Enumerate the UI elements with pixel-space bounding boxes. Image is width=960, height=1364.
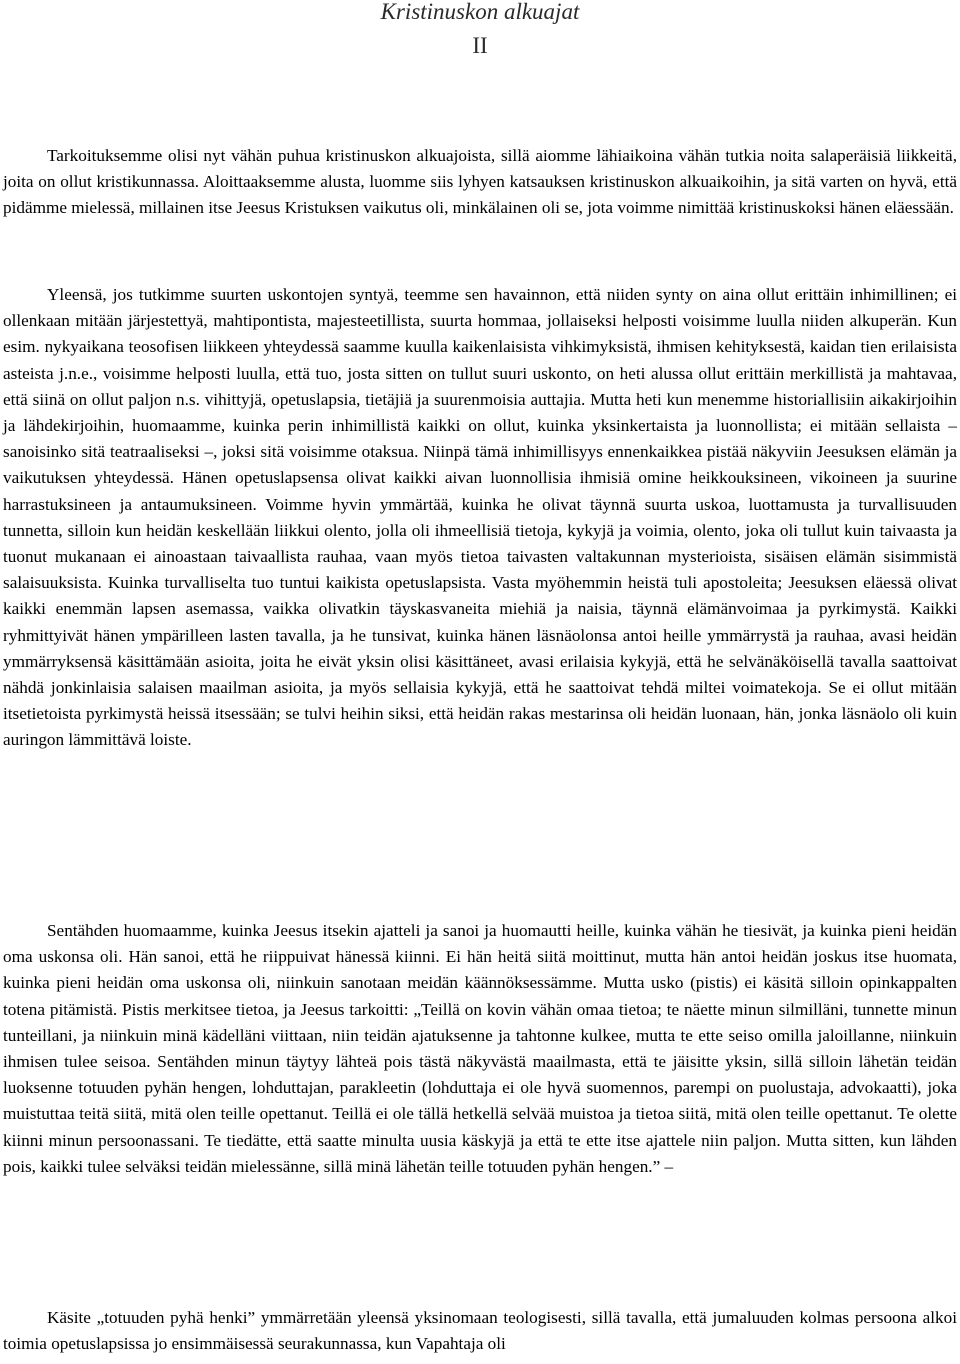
paragraph-pistis: Sentähden huomaamme, kuinka Jeesus itsekin ajatteli ja sanoi ja huomautti heille, kuinka vähän he tiesivät, ja kuinka pieni heidän oma uskonsa oli. Hän sanoi, että he riippuivat hänessä kiinni. Ei hän heitä siitä moittinut, mutta hän antoi heidän joskus itse huomata, kuinka pieni heidän oma uskonsa oli, niinkuin sanotaan meidän käännöksessämme. Mutta usko (pistis) ei käsitä silloin opinkappalten totena pitämistä. Pistis merkitsee tietoa, ja Jeesus tarkoitti: „Teillä on kovin vähän omaa tietoa; te näette minun silmilläni, tunnette minun tunteillani, ja niinkuin minä kädelläni viittaan, niin teidän ajatuksenne ja tahtonne kulkee, mutta te ette seiso omilla jaloillanne, niinkuin ihmisen tulee seisoa. Sentähden minun täytyy lähteä pois tästä näkyvästä maailmasta, että te jäisitte yksin, sillä silloin lähetän teidän luoksenne totuuden pyhän hengen, lohduttajan, parakleetin (lohduttaja ei ole hyvä suomennos, parempi on puolustaja, advokaatti), joka muistuttaa teitä siitä, mitä olen teille opettanut. Teillä ei ole tällä hetkellä selvää muistoa ja tietoa siitä, mitä olen teille opettanut. Te olette kiinni minun persoonassani. Te tiedätte, että saatte minulta uusia käskyjä ja että te ette itse ajattele niin paljon. Mutta sitten, kun lähden pois, kaikki tulee selväksi teidän mielessänne, sillä minä lähetän teille totuuden pyhän hengen.” – xyxy=(3,921,957,1176)
paragraph-intro: Tarkoituksemme olisi nyt vähän puhua kristinuskon alkuajoista, sillä aiomme lähiaikoina vähän tutkia noita salaperäisiä liikkeitä, joita on ollut kristikunnassa. Aloittaaksemme alusta, luomme siis lyhyen katsauksen kristinuskon alkuaikoihin, ja sitä varten on hyvä, että pidämme mielessä, millainen itse Jeesus Kristuksen vaikutus oli, minkälainen oli se, jota voimme nimittää kristinuskoksi hänen eläessään. xyxy=(3,146,957,218)
paragraph-human-origins: Yleensä, jos tutkimme suurten uskontojen syntyä, teemme sen havainnon, että niiden synty on aina ollut erittäin inhimillinen; ei ollenkaan mitään järjestettyä, mahtipontista, majesteetillista, suurta hommaa, jollaiseksi helposti voisimme luulla niiden alkuperän. Kun esim. nykyaikana teosofisen liikkeen yhteydessä saamme kuulla kaikenlaisista vihkimyksistä, ihmisen kehityksestä, kaidan tien erilaisista asteista j.n.e., voisimme helposti luulla, että tuo, josta sitten on tullut suuri uskonto, on heti alussa ollut erittäin merkillistä ja mahtavaa, että siinä on ollut paljon n.s. vihittyjä, opetuslapsia, tietäjiä ja suurenmoisia auttajia. Mutta heti kun menemme historiallisiin aikakirjoihin ja lähdekirjoihin, huomaamme, kuinka perin inhimillistä kaikki on ollut, kuinka yksinkertaista ja luonnollista; ei mitään sellaista – sanoisinko sitä teatraaliseksi –, joksi sitä voisimme otaksua. Niinpä tämä inhimillisyys ennenkaikkea pistää näkyviin Jeesuksen elämän ja vaikutuksen yhteydessä. Hänen opetuslapsensa olivat kaikki aivan luonnollisia ihmisiä omine heikkouksineen, vikoineen ja suurine harrastuksineen ja antaumuksineen. Voimme hyvin ymmärtää, kuinka he olivat täynnä suurta uskoa, luottamusta ja turvallisuuden tunnetta, silloin kun heidän keskellään liikkui olento, jolla oli ihmeellisiä tietoja, kykyjä ja voimia, olento, joka oli tullut kuin taivaasta ja tuonut mukanaan ei ainoastaan taivaallista rauhaa, vaan myös tietoa taivasten valtakunnan mysterioista, sisäisen elämän sisimmistä salaisuuksista. Kuinka turvalliselta tuo tuntui kaikista opetuslapsista. Vasta myöhemmin heistä tuli apostoleita; Jeesuksen eläessä olivat kaikki enemmän lapsen asemassa, vaikka olivatkin täyskasvaneita miehiä ja naisia, täynnä elämänvoimaa ja pyrkimystä. Kaikki ryhmittyivät hänen ympärilleen lasten tavalla, ja he tunsivat, kuinka hänen läsnäolonsa antoi heille ymmärrystä ja rauhaa, avasi heidän ymmärryksensä käsittämään asioita, joita he eivät yksin olisi käsittäneet, avasi erilaisia kykyjä, että he selvänäköisellä tavalla saattoivat nähdä jonkinlaisia salaisen maailman asioita, ja myös sellaisia kykyjä, että he saattoivat tehdä miltei voimatekoja. Se ei ollut mitään itsetietoista pyrkimystä heissä itsessään; se tulvi heihin siksi, että heidän rakas mestarinsa oli heidän luonaan, hän, jonka läsnäolo oli kuin auringon lämmittävä loiste. xyxy=(3,285,957,750)
paragraph-holy-spirit: Käsite „totuuden pyhä henki” ymmärretään yleensä yksinomaan teologisesti, sillä tavalla, että jumaluuden kolmas persoona alkoi toimia opetuslapsissa jo ensimmäisessä seurakunnassa, kun Vapahtaja oli xyxy=(3,1308,957,1354)
chapter-numeral: II xyxy=(472,33,488,58)
running-header-title: Kristinuskon alkuajat xyxy=(380,0,580,24)
